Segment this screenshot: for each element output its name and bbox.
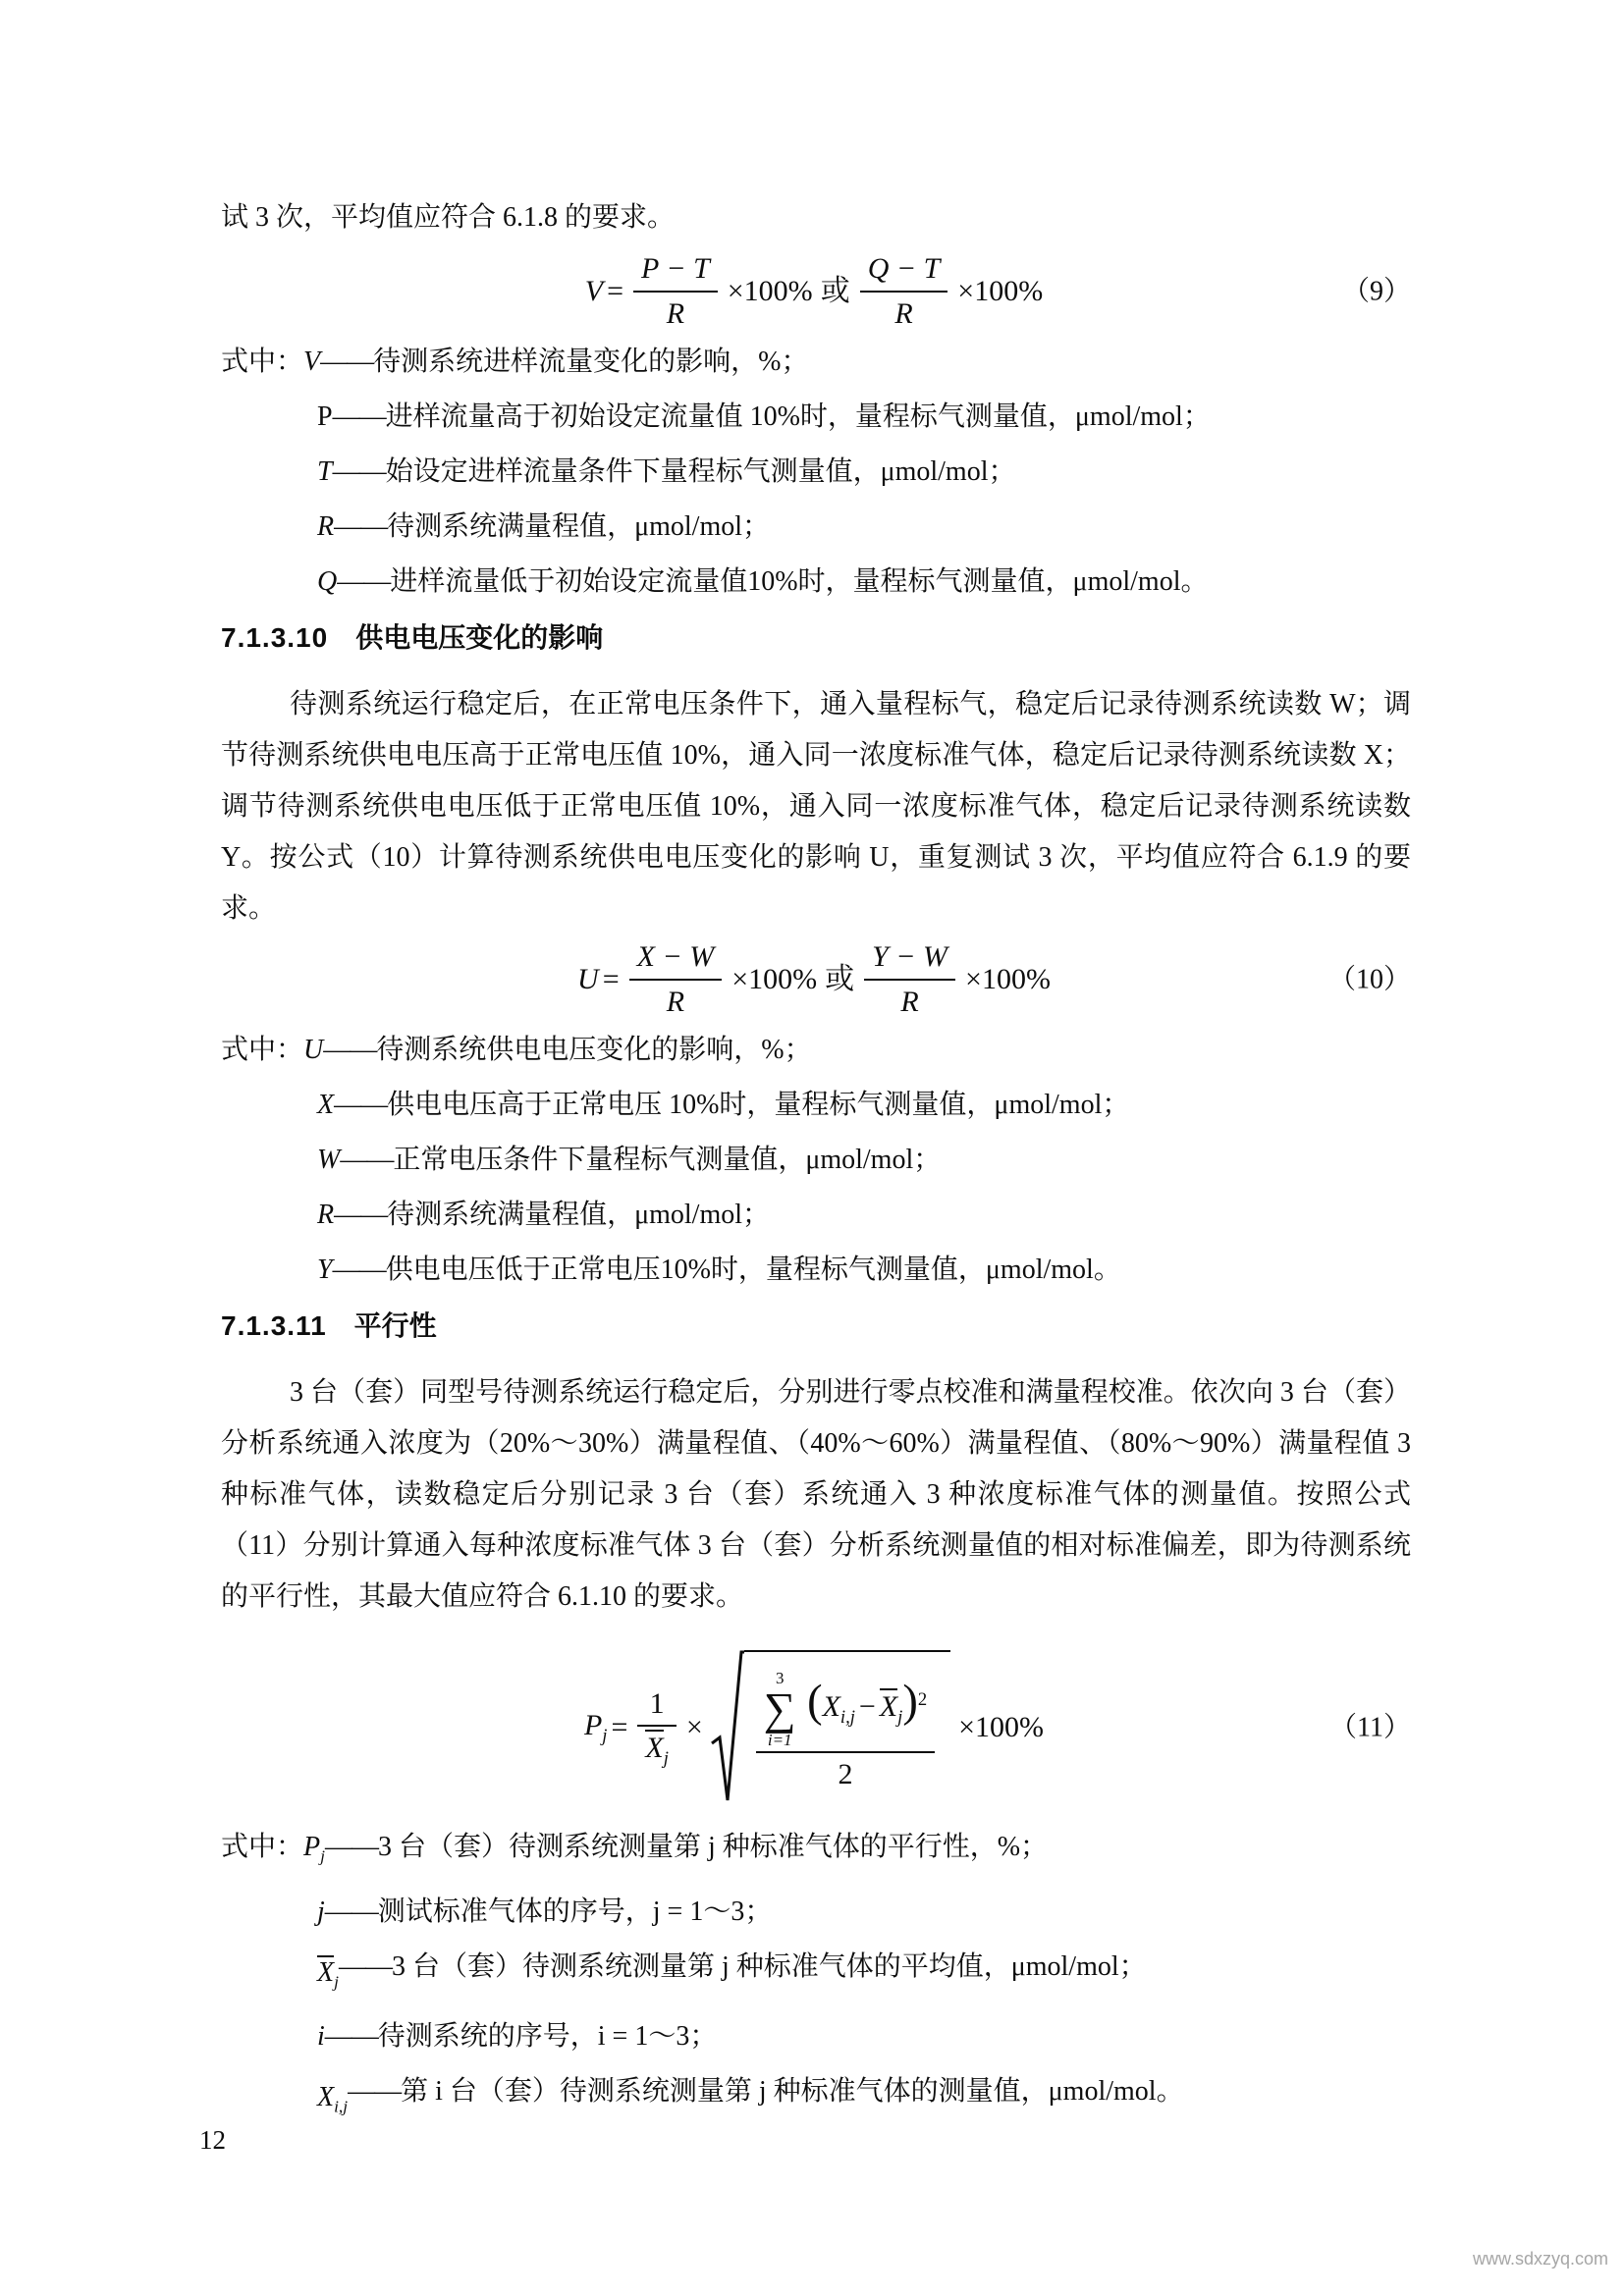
definition-symbol: X — [317, 1090, 335, 1120]
page-number: 12 — [199, 2125, 226, 2155]
defs-label: 式中： — [221, 1035, 304, 1065]
definition-dash: —— — [338, 1950, 392, 1982]
paren-open: ( — [807, 1677, 823, 1728]
definition-symbol: U — [303, 1035, 324, 1065]
definition-item — [221, 565, 1411, 599]
eq11-lhs: $P_j$ — [583, 1709, 608, 1747]
definition-symbol: R — [317, 511, 335, 542]
definition-item — [221, 346, 1411, 379]
definition-text: 进样流量高于初始设定流量值 10%时，量程标气测量值，μmol/mol； — [385, 401, 1211, 432]
definition-symbol: $X_{i,j}$ — [317, 2082, 349, 2116]
definition-symbol: Y — [317, 1255, 333, 1285]
eq9-mult-1: ×100% — [727, 274, 813, 307]
definition-symbol: $X_j$ — [317, 1956, 339, 1992]
eq9-lhs: V — [584, 274, 604, 307]
definition-item — [221, 1089, 1411, 1122]
eq11-equals: = — [611, 1711, 628, 1744]
definition-symbol: T — [317, 456, 333, 487]
eq9-mult-2: ×100% — [957, 274, 1044, 307]
eq11-inner-fraction: 3 ∑ i=1 $(X_{i,j} - X_j)^2$ 2 — [756, 1670, 935, 1793]
radical-sign — [711, 1650, 744, 1805]
eq10-equals: = — [602, 962, 620, 995]
definition-dash: —— — [334, 511, 388, 542]
intro-line: 试 3 次，平均值应符合 6.1.8 的要求。 — [221, 202, 676, 233]
eq11-tail: ×100% — [958, 1711, 1045, 1744]
eq9-or: 或 — [820, 274, 850, 307]
eq10-lhs: U — [577, 962, 599, 995]
definition-text: 供电电压低于正常电压10%时，量程标气测量值，μmol/mol。 — [385, 1255, 1121, 1285]
eq10-fraction-1: $\frac{X - W}{R}$ — [629, 938, 723, 1020]
definition-text: 待测系统进样流量变化的影响，%； — [373, 347, 809, 377]
definition-text: 进样流量低于初始设定流量值10%时，量程标气测量值，μmol/mol。 — [390, 566, 1209, 597]
definition-text: 3 台（套）待测系统测量第 j 种标准气体的平行性，%； — [377, 1832, 1049, 1862]
definition-dash: —— — [337, 566, 391, 597]
eq10-or: 或 — [825, 962, 855, 995]
eq9-fraction-2: $\frac{Q - T}{R}$ — [860, 250, 948, 332]
definition-dash: —— — [334, 1090, 388, 1120]
definition-item — [221, 1896, 1411, 1929]
definition-dash: —— — [324, 1896, 378, 1927]
definitions-eq9 — [221, 346, 1411, 599]
eq11-fraction-lhs: $\frac{1}{X_j}$ — [637, 1685, 677, 1771]
definition-dash: —— — [348, 2076, 402, 2108]
defs-label: 式中： — [221, 347, 304, 377]
equation-9 — [221, 250, 1411, 332]
definition-symbol: R — [317, 1200, 335, 1230]
definition-symbol: P — [317, 401, 333, 432]
eq9-number: （9） — [1341, 276, 1411, 306]
eq10-fraction-2: $\frac{Y - W}{R}$ — [864, 938, 955, 1020]
definition-dash: —— — [334, 1200, 388, 1230]
definition-text: 始设定进样流量条件下量程标气测量值，μmol/mol； — [385, 456, 1016, 487]
definition-dash: —— — [332, 1255, 386, 1285]
definition-text: 第 i 台（套）待测系统测量第 j 种标准气体的测量值，μmol/mol。 — [401, 2076, 1184, 2108]
definition-text: 供电电压高于正常电压 10%时，量程标气测量值，μmol/mol； — [387, 1090, 1130, 1120]
definition-text: 正常电压条件下量程标气测量值，μmol/mol； — [393, 1145, 942, 1175]
definition-text: 待测系统满量程值，μmol/mol； — [387, 1200, 771, 1230]
definition-item — [221, 1199, 1411, 1232]
definition-dash: —— — [323, 1035, 377, 1065]
sigma-symbol: ∑ — [763, 1683, 796, 1735]
definition-symbol: V — [303, 347, 321, 377]
section-paragraph: 待测系统运行稳定后，在正常电压条件下，通入量程标气，稳定后记录待测系统读数 W；调节待测系统供电电压高于正常电压值 10%，通入同一浓度标准气体，稳定后记录待测系统读数 X；调节待测系统供电电压低于正常电压值 10%，通入同一浓度标准气体，稳定后记录待测系统读数 Y。按公式（10）计算待测系统供电电压变化的影响 U，重复测试 3 次，平均值应符合 6.1.9 的要求。 — [221, 689, 1411, 924]
definition-text: 待测系统供电电压变化的影响，%； — [376, 1035, 812, 1065]
section-title: 平行性 — [353, 1310, 437, 1341]
section-heading-7-1-3-10 — [221, 620, 1411, 656]
eq11-times: × — [685, 1711, 703, 1744]
definition-symbol: i — [317, 2021, 325, 2053]
definition-text: 待测系统的序号，i = 1～3； — [377, 2021, 718, 2053]
definition-dash: —— — [332, 456, 386, 487]
definition-item — [221, 455, 1411, 489]
definition-text: 3 台（套）待测系统测量第 j 种标准气体的平均值，μmol/mol； — [391, 1950, 1147, 1982]
definitions-eq10 — [221, 1034, 1411, 1287]
eq10-mult-1: ×100% — [731, 962, 818, 995]
eq10-mult-2: ×100% — [965, 962, 1051, 995]
definition-item — [221, 400, 1411, 434]
section-number: 7.1.3.10 — [221, 622, 329, 653]
equation-10 — [221, 938, 1411, 1020]
definition-item — [221, 2075, 1411, 2124]
definition-item — [221, 1034, 1411, 1067]
eq9-fraction-1: $\frac{P - T}{R}$ — [633, 250, 718, 332]
section-heading-7-1-3-11 — [221, 1308, 1411, 1344]
page-content — [221, 201, 1411, 2146]
definition-dash: —— — [340, 1145, 394, 1175]
definition-symbol: Q — [317, 566, 338, 597]
watermark: www.sdxzyq.com — [1472, 2249, 1608, 2269]
eq11-number: （11） — [1329, 1712, 1411, 1743]
definition-symbol: P — [303, 1832, 321, 1862]
definition-item — [221, 510, 1411, 544]
definition-item — [221, 1254, 1411, 1287]
eq9-equals: = — [607, 274, 624, 307]
section-number: 7.1.3.11 — [221, 1310, 327, 1341]
paren-close: ) — [902, 1677, 918, 1728]
definition-dash: —— — [332, 401, 386, 432]
definition-item — [221, 1950, 1411, 2000]
definition-item — [221, 1144, 1411, 1177]
summation: 3 ∑ i=1 — [763, 1669, 796, 1750]
defs-label: 式中： — [221, 1832, 304, 1862]
section-title: 供电电压变化的影响 — [355, 622, 604, 653]
definition-dash: —— — [324, 2021, 378, 2053]
definition-dash: —— — [320, 347, 374, 377]
section-paragraph: 3 台（套）同型号待测系统运行稳定后，分别进行零点校准和满量程校准。依次向 3 台（套）分析系统通入浓度为（20%～30%）满量程值、（40%～60%）满量程值、（80%～90%）满量程值 3 种标准气体，读数稳定后分别记录 3 台（套）系统通入 3 种浓度标准气体的测量值。按照公式（11）分别计算通入每种浓度标准气体 3 台（套）分析系统测量值的相对标准偏差，即为待测系统的平行性，其最大值应符合 6.1.10 的要求。 — [221, 1377, 1411, 1612]
radicand — [744, 1650, 950, 1805]
definition-text: 测试标准气体的序号，j = 1～3； — [377, 1896, 773, 1927]
definition-item — [221, 2020, 1411, 2054]
definition-symbol: j — [317, 1896, 325, 1927]
definition-item: 式中：$P_j——3$ 台（套）待测系统测量第 j 种标准气体的平行性，%； — [221, 1832, 1049, 1866]
definitions-eq11 — [221, 1831, 1411, 2124]
eq11-square-root — [711, 1650, 950, 1805]
definition-dash: —— — [324, 1832, 378, 1862]
definition-symbol: W — [317, 1145, 341, 1175]
eq10-number: （10） — [1327, 964, 1411, 994]
equation-11 — [221, 1650, 1411, 1805]
definition-text: 待测系统满量程值，μmol/mol； — [387, 511, 771, 542]
